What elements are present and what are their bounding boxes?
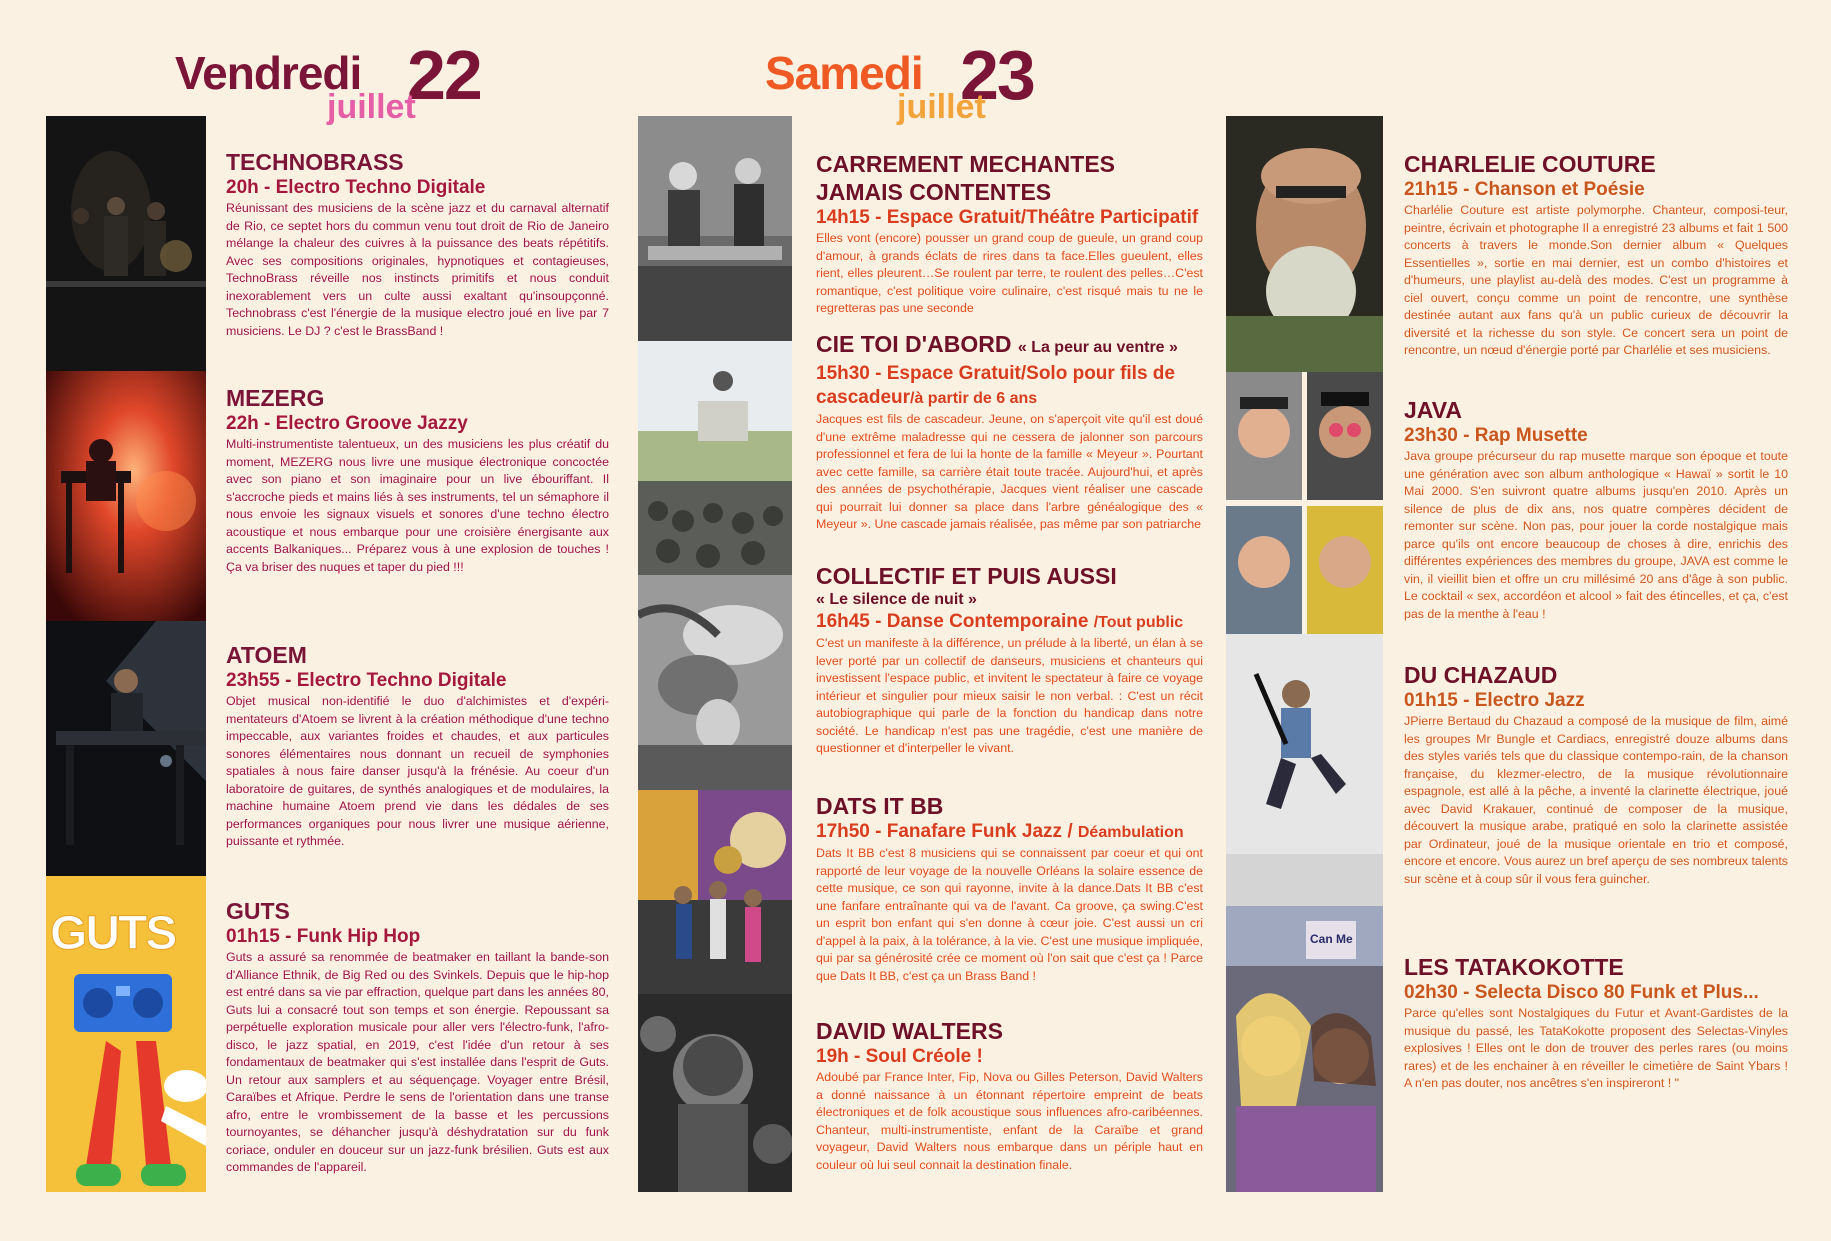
event-cie-toi-dabord bbox=[816, 330, 1203, 534]
event-description: Dats It BB c'est 8 musiciens qui se connaissent par coeur et qui ont rapporté de leur voyage de la nouvelle Orléans la solaire essence de cette musique, ce son qui rayonne, invite à la dance.Dats It BB c'est une fanfare entraînante qui va de l'avant. Ca groove, ça swing.C'est un esprit bon enfant qui s'en donne à cœur joie. C'est aussi un cri d'appel à la paix, à la tolérance, à la vie. C'est une musique impliquée, qui par sa générosité crée ce moment où l'on sait que c'est ça ! Parce que Dats It BB, c'est ça un Brass Band ! bbox=[816, 846, 1203, 983]
event-time: 01h15 - Funk Hip Hop bbox=[226, 926, 421, 947]
collectif-photo bbox=[638, 575, 792, 790]
event-time-row bbox=[816, 610, 1203, 635]
event-description: Charlélie Couture est artiste polymorphe. Chanteur, composi-teur, peintre, écrivain et photographe Il a enregistré 23 albums et fait 1 500 concerts à travers le monde.Son dernier album « Quelques Essentielles », sortie en mai dernier, est un combo d'histoires et d'humeurs, une playlist au-delà des modes. C'est un programme à ciel ouvert, conçu comme un point de rencontre, une synthèse destinée autant aux fans qu'à un public curieux de découvrir la diversité et la richesse du son style. Ce concert sera un point de rencontre, un nœud d'énergie porté par Charlélie et ses musiciens. bbox=[1404, 203, 1788, 357]
event-description: Jacques est fils de cascadeur. Jeune, on s'aperçoit vite qu'il est doué d'une extrême maladresse qui ne cessera de jalonner son parcours professionnel et fera de lui la honte de la famille « Meyeur ». Pourtant avec cette famille, sa carrière était toute tracée. Aujourd'hui, et après des années de psychothérapie, Jacques vient réaliser une cascade qui pourrait lui donner sa place dans l'arbre généalogique des « Meyeur ». Une cascade jamais réalisée, pas même par son patriarche bbox=[816, 412, 1203, 531]
event-description: JPierre Bertaud du Chazaud a composé de la musique de film, aimé les groupes Mr Bungle et Cardiacs, enregistré douze albums dans des styles variés tels que du classique contempo-rain, de la chanson française, du klezmer-electro, de la musique révolutionnaire espagnole, est allé à la pêche, a inventé la clarinette électrique, joué avec David Krakauer, continué de composer de la musique, découvert la musique arabe, pratiqué en solo la clarinette assistée par Ordinateur, joué de la musique orientale en trio et composé, encore et encore. Vous aurez un bref aperçu de ses nombreux talents sur scène et à coup sûr il vous fera guincher. bbox=[1404, 714, 1788, 886]
event-carrement-mechantes bbox=[816, 150, 1203, 318]
event-description: C'est un manifeste à la différence, un prélude à la liberté, un élan à se lever porté par un collectif de danseurs, musiciens et chanteurs qui investissent l'espace public, et invitent le spectateur à faire ce voyage intérieur et singulier pour mieux saisir le non verbal. : C'est un récit autobiographique qui parle de la fonction du handicap dans notre société. Le handicap n'est pas une tragédie, c'est une manière de questionner et d'interpeller le vivant. bbox=[816, 636, 1203, 755]
event-title: ATOEM bbox=[226, 642, 307, 668]
event-time: 01h15 - Electro Jazz bbox=[1404, 690, 1585, 711]
dats-it-bb-photo bbox=[638, 790, 792, 994]
event-title: TECHNOBRASS bbox=[226, 149, 404, 175]
event-subtitle: « La peur au ventre » bbox=[1017, 339, 1178, 356]
saturday-month: juillet bbox=[897, 88, 986, 126]
event-time-extra: /Tout public bbox=[1093, 614, 1184, 631]
event-time: 14h15 - Espace Gratuit/Théâtre Participatif bbox=[816, 207, 1199, 228]
event-les-tatakokotte bbox=[1404, 953, 1788, 1093]
charlelie-photo bbox=[1226, 116, 1383, 372]
tatakokotte-sign-text: Can Me bbox=[1310, 932, 1353, 946]
event-time-row bbox=[816, 820, 1203, 845]
event-title: DATS IT BB bbox=[816, 793, 944, 819]
event-du-chazaud bbox=[1404, 661, 1788, 888]
event-title: CHARLELIE COUTURE bbox=[1404, 151, 1656, 177]
event-time: 20h - Electro Techno Digitale bbox=[226, 177, 486, 198]
guts-poster-text: GUTS bbox=[50, 907, 176, 960]
event-time: 22h - Electro Groove Jazzy bbox=[226, 413, 468, 434]
atoem-photo bbox=[46, 621, 206, 876]
event-description: Elles vont (encore) pousser un grand coup de gueule, un grand coup d'amour, à grands éclats de rires dans ta face.Elles gueulent, elles rient, elles pleurent…Se roulent par terre, te roulent des pelles…C'est romantique, c'est politique voire culinaire, c'est risqué mais tu ne le regretteras pas une seconde bbox=[816, 231, 1203, 315]
tatakokotte-photo bbox=[1226, 906, 1383, 1192]
event-title: JAVA bbox=[1404, 397, 1462, 423]
java-photo bbox=[1226, 372, 1383, 634]
event-title: COLLECTIF ET PUIS AUSSI bbox=[816, 563, 1117, 589]
event-dats-it-bb bbox=[816, 792, 1203, 985]
event-time: 21h15 - Chanson et Poésie bbox=[1404, 179, 1645, 200]
event-title: GUTS bbox=[226, 898, 290, 924]
event-title: CARREMENT MECHANTES JAMAIS CONTENTES bbox=[816, 151, 1115, 205]
du-chazaud-photo bbox=[1226, 634, 1383, 906]
david-walters-photo bbox=[638, 994, 792, 1192]
friday-month: juillet bbox=[327, 88, 416, 126]
event-subtitle: « Le silence de nuit » bbox=[816, 591, 977, 608]
event-time: 15h30 - Espace Gratuit/Solo pour fils de cascadeur bbox=[816, 363, 1175, 408]
friday-day-number: 22 bbox=[407, 36, 481, 114]
event-time: 16h45 - Danse Contemporaine bbox=[816, 611, 1094, 632]
event-description: Java groupe précurseur du rap musette marque son époque et toute une génération avec son album anthologique « Hawaï » sortit le 10 Mai 2000. S'en suivront quatre albums jusqu'en 2010. Après un silence de plus de dix ans, nos quatre compères décident de remonter sur scène. Non pas, pour jouer la corde nostalgique mais parce qu'ils ont encore beaucoup de choses à dire, enrichis des différentes expériences des membres du groupe, JAVA est comme le vin, il vieillit bien et offre un cru millésimé 20 ans d'âge à son public. Le cocktail « sex, accordéon et alcool » fait des étincelles, et ça, c'est pas de la menthe à l'eau ! bbox=[1404, 449, 1788, 621]
event-collectif-et-puis-aussi bbox=[816, 562, 1203, 758]
saturday-day-name: Samedi bbox=[765, 47, 923, 99]
friday-heading bbox=[175, 36, 495, 132]
event-description: Guts a assuré sa renommée de beatmaker en taillant la bande-son d'Alliance Ethnik, de Big Red ou des Svinkels. Depuis que le hip-hop est entré dans sa vie par effraction, quelque part dans les années 80, Guts lui a consacré tout son temps et son énergie. Repoussant sa perpétuelle exploration musicale pour aller vers l'électro-funk, l'afro-disco, le jazz spatial, en 2019, c'est l'idée d'un retour à ses fondamentaux de beatmaker qui s'est installée dans l'esprit de Guts. Un retour aux samplers et au séquençage. Voyager entre Brésil, Caraïbes et Afrique. Perdre le sens de l'orientation dans une transe afro, entre le vrombissement de la basse et les percussions tournoyantes, se déhancher jusqu'à déshydratation sur du funk coriace, onduler en douceur sur un jazz-funk brésilien. Guts est aux commandes de l'appareil. bbox=[226, 950, 609, 1174]
event-time: 19h - Soul Créole ! bbox=[816, 1046, 983, 1067]
event-title: DAVID WALTERS bbox=[816, 1018, 1003, 1044]
event-time: 02h30 - Selecta Disco 80 Funk et Plus... bbox=[1404, 982, 1759, 1003]
event-title: DU CHAZAUD bbox=[1404, 662, 1558, 688]
event-description: Multi-instrumentiste talentueux, un des musiciens les plus créatif du moment, MEZERG nous livre une musique électronique concoctée avec son piano et son imaginaire pour un live ébouriffant. Il s'accroche pieds et mains liés à ses instruments, tel un sémaphore il nous envoie les signaux visuels et sonores d'une techno électro acoustique et nous embarque pour une croisière énergisante aux accents Balkaniques... Préparez vous à une explosion de touches ! Ça va briser des nuques et taper du pied !!! bbox=[226, 437, 609, 574]
event-title: CIE TOI D'ABORD bbox=[816, 331, 1012, 357]
event-charlelie-couture bbox=[1404, 150, 1788, 360]
mezerg-photo bbox=[46, 371, 206, 621]
event-title: MEZERG bbox=[226, 385, 325, 411]
saturday-day-number: 23 bbox=[960, 36, 1034, 114]
event-guts bbox=[226, 897, 609, 1177]
event-description: Adoubé par France Inter, Fip, Nova ou Gilles Peterson, David Walters a donné naissance à un étonnant répertoire empreint de beats électroniques et de folk acoustique sous influences afro-caribéennes. Chanteur, multi-instrumentiste, enfant de la Caraïbe et grand voyageur, David Walters nous embarque dans un périple haut en couleur où lui seul connait la destination finale. bbox=[816, 1070, 1203, 1172]
event-time-row bbox=[816, 362, 1203, 411]
carrement-photo bbox=[638, 116, 792, 341]
event-description: Réunissant des musiciens de la scène jazz et du carnaval alternatif de Rio, ce septet hors du commun venu tout droit de Rio de Janeiro mélange la chaleur des cuivres à la puissance des beats répétitifs. Avec ses compositions originales, hypnotiques et contagieuses, TechnoBrass réveille nos instincts primitifs et nous conduit inexorablement vers un culte aussi exaltant qu'insoupçonné. Technobrass c'est l'énergie de la musique electro joué en live par 7 musiciens. Le DJ ? c'est le BrassBand ! bbox=[226, 201, 609, 338]
event-description: Parce qu'elles sont Nostalgiques du Futur et Avant-Gardistes de la musique du passé, les TataKokotte proposent des Selectas-Vinyles explosives ! Elles ont le don de trouver des perles rares (ou moins rares) et de les enchainer à en réveiller le cimetière de Saint Ybars ! A n'en pas douter, nos ancêtres s'en inspireront ! " bbox=[1404, 1006, 1788, 1090]
event-time-extra: /à partir de 6 ans bbox=[910, 390, 1038, 407]
event-title-row bbox=[816, 330, 1203, 362]
event-time: 17h50 - Fanafare Funk Jazz / bbox=[816, 821, 1078, 842]
event-title: LES TATAKOKOTTE bbox=[1404, 954, 1624, 980]
event-time: 23h55 - Electro Techno Digitale bbox=[226, 670, 507, 691]
technobrass-photo bbox=[46, 116, 206, 371]
event-time: 23h30 - Rap Musette bbox=[1404, 425, 1588, 446]
event-time-extra: Déambulation bbox=[1077, 824, 1184, 841]
event-technobrass bbox=[226, 148, 609, 340]
event-java bbox=[1404, 396, 1788, 623]
event-mezerg bbox=[226, 384, 609, 576]
event-atoem bbox=[226, 641, 609, 851]
event-david-walters bbox=[816, 1017, 1203, 1174]
cie-toi-photo bbox=[638, 341, 792, 575]
event-description: Objet musical non-identifié le duo d'alchimistes et d'expéri-mentateurs d'Atoem se livrent à la création méthodique d'une techno impeccable, aux variantes froides et chaudes, et aux particules sonores élémentaires nous donnant un recueil de symphonies spatiales à nous faire danser jusqu'à la frénésie. Au coeur d'un laboratoire de guitares, de synthés analogiques et de modulaires, la machine humaine Atoem prend vie dans les dédales de ses performances organiques pour nous livrer une musique aérienne, puissante et rythmée. bbox=[226, 694, 609, 848]
friday-day-name: Vendredi bbox=[175, 47, 362, 99]
guts-poster bbox=[46, 876, 206, 1192]
saturday-heading bbox=[765, 36, 1065, 132]
